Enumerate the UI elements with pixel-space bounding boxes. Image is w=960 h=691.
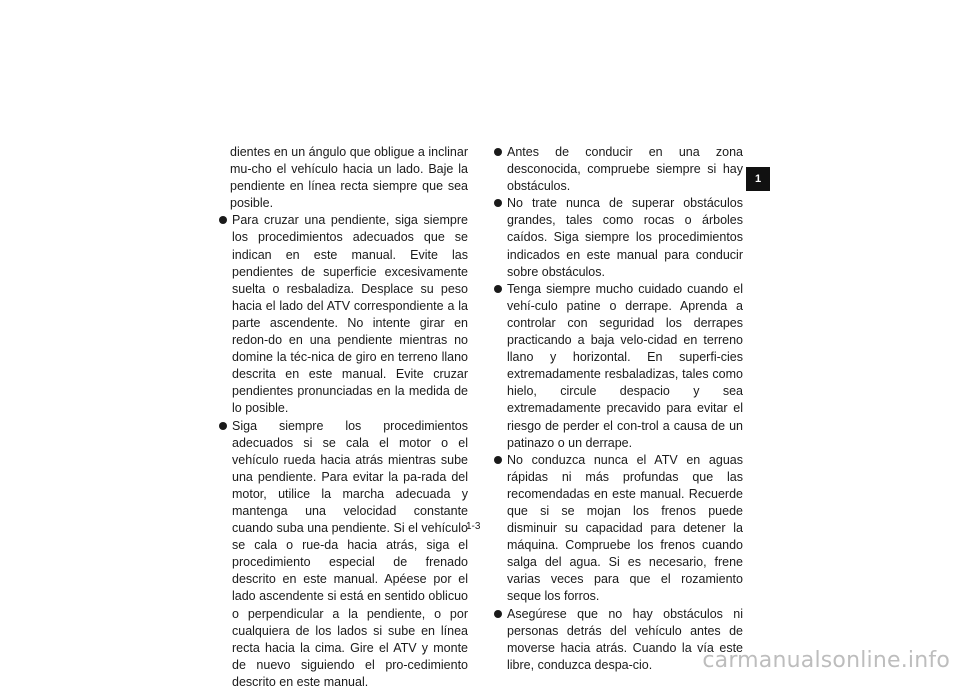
list-item-text: No conduzca nunca el ATV en aguas rápidas ni más profundas que las recomendadas en este manual. Recuerde que si se mojan los frenos puede disminuir su capacidad para detener la máquina. Compruebe los frenos cuando salga del agua. Si es necesario, frene varias veces para que el rozamiento seque los forros. [507,453,743,604]
list-item [219,212,468,417]
right-column [494,144,743,674]
bullet-icon [219,216,227,224]
continuation-paragraph: dientes en un ángulo que obligue a inclinar mu-cho el vehículo hacia un lado. Baje la pendiente en línea recta siempre que sea posible. [219,144,468,212]
list-item-text: Tenga siempre mucho cuidado cuando el vehí-culo patine o derrape. Aprenda a controlar con seguridad los derrapes practicando a baja velo-cidad en terreno llano y horizontal. En superfi-cies extremadamente resbaladizas, tales como hielo, circule despacio y sea extremadamente precavido para evitar el riesgo de perder el con-trol a causa de un patinazo o un derrape. [507,282,743,450]
list-item-text: Asegúrese que no hay obstáculos ni personas detrás del vehículo antes de moverse hacia atrás. Cuando la vía este libre, conduzca despa-cio. [507,607,743,672]
list-item-text: Para cruzar una pendiente, siga siempre los procedimientos adecuados que se indican en este manual. Evite las pendientes de superficie excesivamente suelta o resbaladiza. Desplace su peso hacia el lado del ATV correspondiente a la parte ascendente. No intente girar en redon-do en una pendiente mientras no domine la téc-nica de giro en terreno llano descrita en este manual. Evite cruzar pendientes pronunciadas en la medida de lo posible. [232,213,468,415]
list-item-text: No trate nunca de superar obstáculos grandes, tales como rocas o árboles caídos. Siga siempre los procedimientos indicados en este manual para conducir sobre obstáculos. [507,196,743,278]
bullet-icon [494,285,502,293]
bullet-icon [494,456,502,464]
watermark: carmanualsonline.info [702,648,950,673]
list-item [219,418,468,691]
bullet-icon [494,199,502,207]
bullet-icon [219,422,227,430]
bullet-icon [494,610,502,618]
list-item [494,281,743,452]
left-column [219,144,468,691]
list-item [494,452,743,606]
section-tab: 1 [746,167,770,191]
list-item-text: Siga siempre los procedimientos adecuados si se cala el motor o el vehículo rueda hacia atrás mientras sube una pendiente. Para evitar la pa-rada del motor, utilice la marcha adecuada y mantenga una velocidad constante cuando suba una pendiente. Si el vehículo se cala o rue-da hacia atrás, siga el procedimiento especial de frenado descrito en este manual. Apéese por el lado ascendente si está en sentido oblicuo o perpendicular a la pendiente, o por cualquiera de los lados si sube en línea recta hacia la cima. Gire el ATV y monte de nuevo siguiendo el pro-cedimiento descrito en este manual. [232,419,468,689]
list-item [494,144,743,195]
list-item [494,195,743,280]
bullet-icon [494,148,502,156]
page-number: 1-3 [466,521,480,532]
list-item-text: Antes de conducir en una zona desconocida, compruebe siempre si hay obstáculos. [507,145,743,193]
